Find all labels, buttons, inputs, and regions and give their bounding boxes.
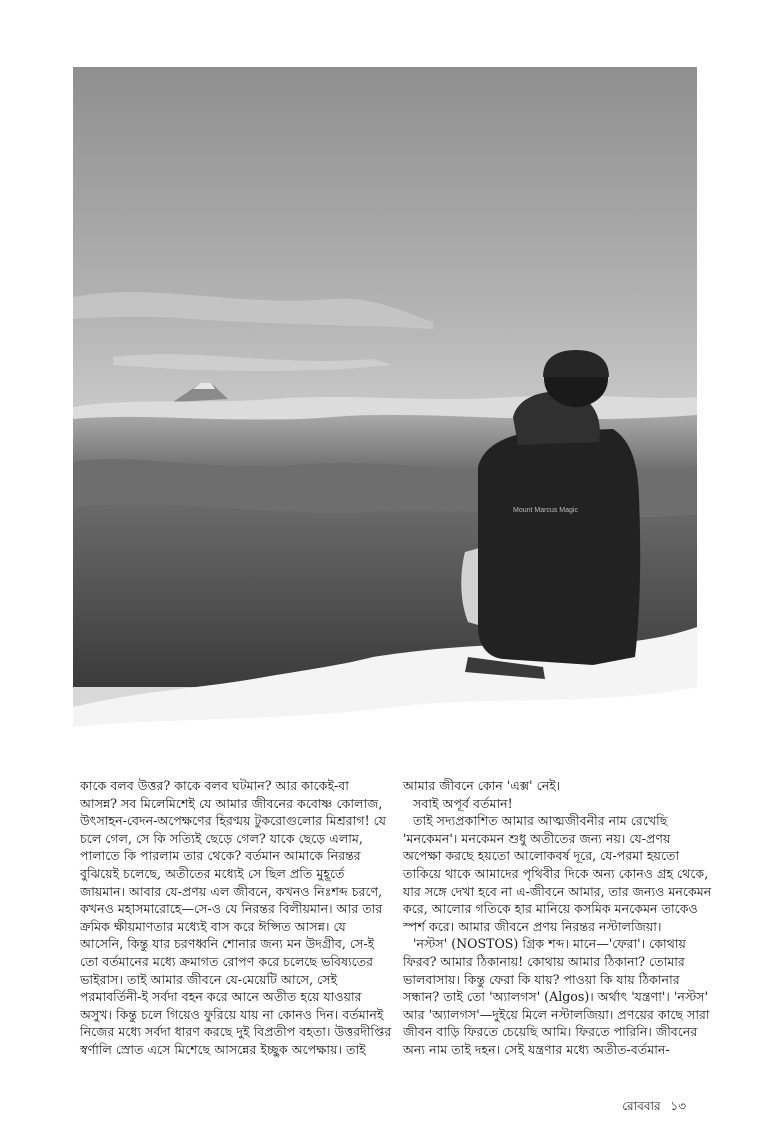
left-column-line: অসুখ। কিন্তু চলে গিয়েও ফুরিয়ে যায় না কোনও দিন। বর্তমানই — [80, 1006, 384, 1022]
left-column-line: উৎসাহন-বেদন-অপেক্ষণের হিরণ্ময় টুকরোগুলোর মিশ্ররাগ! যে — [80, 813, 387, 829]
left-column-line: পালাতে কি পারলাম তার থেকে? বর্তমান আমাকে নিরন্তর — [80, 848, 361, 864]
left-column-line: বুঝিয়েই চলেছে, অতীতের মধ্যেই সে ছিল প্রতি মুহূর্তে — [80, 865, 345, 881]
right-column-line: আর 'অ্যালগস'—দুইয়ে মিলে নস্টালজিয়া। প্রণয়ের কাছে সারা — [403, 1006, 710, 1022]
right-column-line: করে, আলোর গতিকে হার মানিয়ে কসমিক মনকেমন তাকেও — [403, 901, 698, 917]
right-column-line: স্পর্শ করে। আমার জীবনে প্রণয় নিরন্তর নস্টালজিয়া। — [403, 918, 662, 934]
left-column-line: নিজের মধ্যে সর্বদা ধারণ করছে দুই বিপ্রতীপ বহতা। উত্তরদীপ্তির — [80, 1024, 392, 1040]
left-column-line: ভাইরাস। তাই আমার জীবনে যে-মেয়েটি আসে, সেই — [80, 971, 338, 987]
left-text-column — [80, 777, 392, 1059]
left-column-line: ক্রমিক ক্ষীয়মাণতার মধ্যেই বাস করে ঈপ্সিত আসন্ন। যে — [80, 918, 346, 934]
left-column-line: আসন্ন? সব মিলেমিশেই যে আমার জীবনের কবোষ্ণ কোলাজ, — [80, 795, 383, 811]
right-column-line: সবাই অপূর্ব বর্তমান! — [413, 795, 513, 811]
left-column-line: জায়মান। আবার যে-প্রণয় এল জীবনে, কখনও নিঃশব্দ চরণে, — [80, 883, 383, 899]
left-column-line: স্বর্ণালি স্রোত এসে মিশেছে আসন্নের ইচ্ছুক অপেক্ষায়। তাই — [80, 1041, 366, 1057]
magazine-name: রোববার — [622, 1099, 661, 1113]
right-column-line: 'নস্টস' (NOSTOS) গ্রিক শব্দ। মানে—'ফেরা'। কোথায় — [413, 936, 686, 952]
jacket-text: Mount Marcus Magic — [513, 507, 578, 514]
right-column-line: তাই সদ্যপ্রকাশিত আমার আত্মজীবনীর নাম রেখেছি — [413, 813, 668, 829]
right-column-line: অন্য নাম তাই দহন। সেই যন্ত্রণার মধ্যে অতীত-বর্তমান- — [403, 1041, 670, 1057]
right-column-line: ভালবাসায়। কিন্তু ফেরা কি যায়? পাওয়া কি যায় ঠিকানার — [403, 971, 680, 987]
right-column-line: 'মনকেমন'। মনকেমন শুধু অতীতের জন্য নয়। যে-প্রণয় — [403, 830, 671, 846]
left-column-line: তো বর্তমানের মধ্যে ক্রমাগত রোপণ করে চলেছে ভবিষ্যতের — [80, 953, 374, 969]
right-column-line: জীবন বাড়ি ফিরতে চেয়েছি আমি। ফিরতে পারিনি। জীবনের — [403, 1024, 698, 1040]
right-column-line: আমার জীবনে কোন 'এক্স' নেই। — [403, 778, 561, 793]
right-column-line: যার সঙ্গে দেখা হবে না এ-জীবনে আমার, তার জন্যও মনকেমন — [403, 883, 712, 899]
left-column-line: চলে গেল, সে কি সত্যিই ছেড়ে গেল? যাকে ছেড়ে এলাম, — [80, 830, 363, 846]
right-column-line: ফিরব? আমার ঠিকানায়! কোথায় আমার ঠিকানা? তোমার — [403, 953, 685, 969]
right-column-line: তাকিয়ে থাকে আমাদের পৃথিবীর দিকে অন্য কোনও গ্রহ থেকে, — [403, 865, 709, 881]
left-column-line: কখনও মহাসমারোহে—সে-ও যে নিরন্তর বিলীয়মান। আর তার — [80, 901, 383, 917]
left-column-line: পরমাবর্তিনী-ই সর্বদা বহন করে আনে অতীত হয়ে যাওয়ার — [80, 989, 362, 1005]
right-column-line: সন্ধান? তাই তো 'অ্যালগস' (Algos)। অর্থাৎ 'যন্ত্রণা'। 'নস্টস' — [403, 989, 709, 1005]
page-footer — [616, 1098, 686, 1114]
page-number: ১৩ — [670, 1099, 686, 1113]
right-text-column — [403, 777, 712, 1059]
right-column-line: অপেক্ষা করছে হয়তো আলোকবর্ষ দূরে, যে-পরমা হয়তো — [403, 848, 680, 864]
hero-photo — [73, 67, 697, 756]
left-column-line: কাকে বলব উত্তর? কাকে বলব ঘটমান? আর কাকেই-বা — [80, 778, 349, 793]
left-column-line: আসেনি, কিন্তু যার চরণধ্বনি শোনার জন্য মন উদগ্রীব, সে-ই — [80, 936, 375, 952]
